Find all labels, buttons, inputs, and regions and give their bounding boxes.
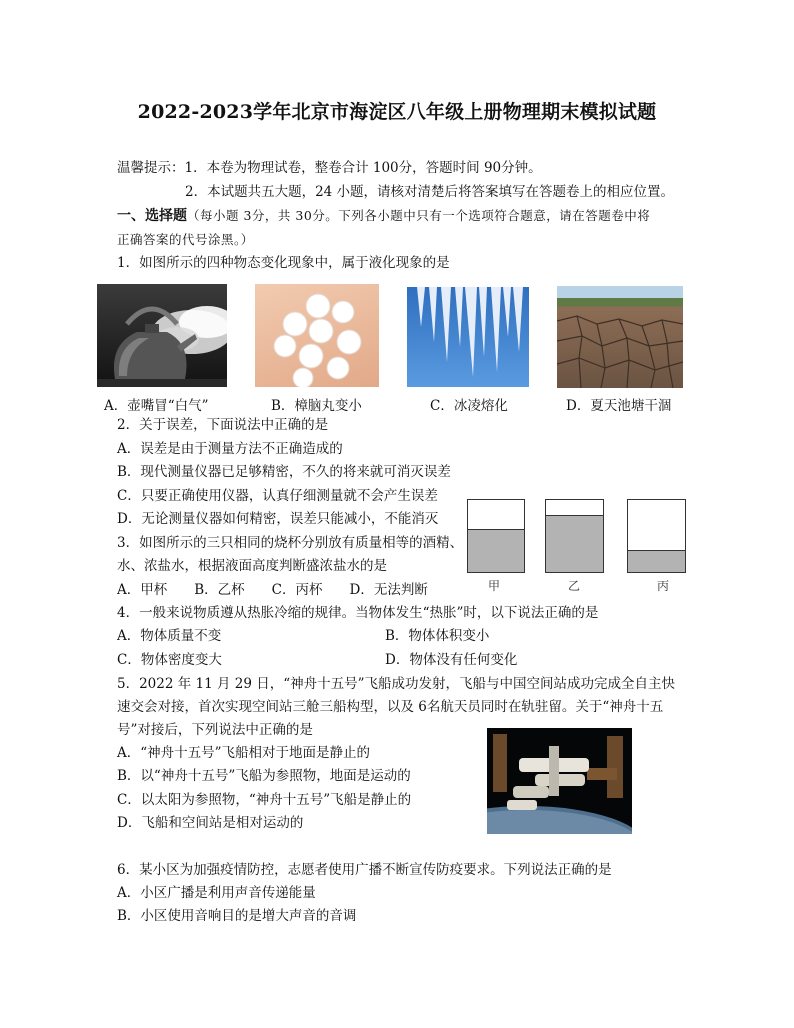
section-note-1: （每小题 3分，共 30分。下列各小题中只有一个选项符合题意，请在答题卷中将 bbox=[187, 208, 651, 223]
q3-stem-1: 3．如图所示的三只相同的烧杯分别放有质量相等的酒精、 bbox=[117, 535, 464, 551]
beaker-label-yi: 乙 bbox=[568, 579, 581, 593]
q4-option-a: A．物体质量不变 bbox=[117, 628, 222, 644]
beaker-liquid bbox=[546, 515, 603, 572]
icicles-photo bbox=[407, 287, 529, 387]
q4-option-c: C．物体密度变大 bbox=[117, 652, 222, 668]
q2-option-a: A．误差是由于测量方法不正确造成的 bbox=[117, 441, 343, 457]
kettle-steam-photo bbox=[97, 284, 227, 387]
q2-option-b: B．现代测量仪器已足够精密，不久的将来就可消灭误差 bbox=[117, 464, 451, 480]
q2-stem: 2．关于误差，下面说法中正确的是 bbox=[117, 417, 329, 433]
space-station-photo bbox=[487, 728, 632, 834]
q2-option-d: D．无论测量仪器如何精密，误差只能减小，不能消灭 bbox=[117, 511, 439, 527]
beaker-label-bing: 丙 bbox=[657, 579, 670, 593]
q4-option-d: D．物体没有任何变化 bbox=[385, 652, 518, 668]
q5-stem-1: 5．2022 年 11 月 29 日，“神舟十五号”飞船成功发射，飞船与中国空间站成功完成全自主快 bbox=[117, 676, 676, 692]
beaker-jia bbox=[467, 499, 525, 573]
q3-stem-2: 水、浓盐水，根据液面高度判断盛浓盐水的是 bbox=[117, 558, 387, 574]
tips-line-2: 2．本试题共五大题，24 小题，请核对清楚后将答案填写在答题卷上的相应位置。 bbox=[185, 184, 675, 200]
section-heading bbox=[117, 207, 650, 225]
q6-option-a: A．小区广播是利用声音传递能量 bbox=[117, 885, 316, 901]
q5-option-a: A．“神舟十五号”飞船相对于地面是静止的 bbox=[117, 745, 371, 761]
q6-option-b: B．小区使用音响目的是增大声音的音调 bbox=[117, 908, 357, 924]
q2-option-c: C．只要正确使用仪器，认真仔细测量就不会产生误差 bbox=[117, 488, 438, 504]
q1-stem: 1．如图所示的四种物态变化现象中，属于液化现象的是 bbox=[117, 255, 450, 271]
q1-caption-c: C．冰凌熔化 bbox=[430, 398, 508, 414]
beaker-label-jia: 甲 bbox=[488, 579, 501, 593]
q1-caption-b: B．樟脑丸变小 bbox=[271, 398, 362, 414]
q1-caption-a: A．壶嘴冒“白气” bbox=[104, 398, 209, 414]
camphor-balls-photo bbox=[255, 284, 379, 387]
section-note-2: 正确答案的代号涂黑。） bbox=[117, 232, 254, 247]
q1-caption-d: D．夏天池塘干涸 bbox=[566, 398, 672, 414]
q5-option-d: D．飞船和空间站是相对运动的 bbox=[117, 815, 304, 831]
q5-stem-3: 号”对接后，下列说法中正确的是 bbox=[117, 722, 313, 738]
section-title: 一、选择题 bbox=[117, 208, 187, 224]
beaker-yi bbox=[545, 499, 604, 573]
q4-stem: 4．一般来说物质遵从热胀冷缩的规律。当物体发生“热胀”时，以下说法正确的是 bbox=[117, 605, 599, 621]
page-title: 2022-2023学年北京市海淀区八年级上册物理期末模拟试题 bbox=[137, 101, 657, 123]
q5-stem-2: 速交会对接，首次实现空间站三舱三船构型，以及 6名航天员同时在轨驻留。关于“神舟十五 bbox=[117, 699, 664, 715]
q5-option-b: B．以“神舟十五号”飞船为参照物，地面是运动的 bbox=[117, 768, 411, 784]
q6-stem: 6．某小区为加强疫情防控，志愿者使用广播不断宣传防疫要求。下列说法正确的是 bbox=[117, 862, 612, 878]
beaker-liquid bbox=[628, 550, 685, 572]
beaker-bing bbox=[627, 499, 686, 573]
q5-option-c: C．以太阳为参照物，“神舟十五号”飞船是静止的 bbox=[117, 792, 412, 808]
dry-cracked-pond-photo bbox=[557, 286, 683, 388]
tips-line-1: 温馨提示：1．本卷为物理试卷，整卷合计 100分，答题时间 90分钟。 bbox=[117, 160, 542, 176]
beaker-liquid bbox=[468, 529, 524, 572]
q3-options: A．甲杯 B．乙杯 C．丙杯 D．无法判断 bbox=[117, 582, 428, 598]
q4-option-b: B．物体体积变小 bbox=[385, 628, 490, 644]
